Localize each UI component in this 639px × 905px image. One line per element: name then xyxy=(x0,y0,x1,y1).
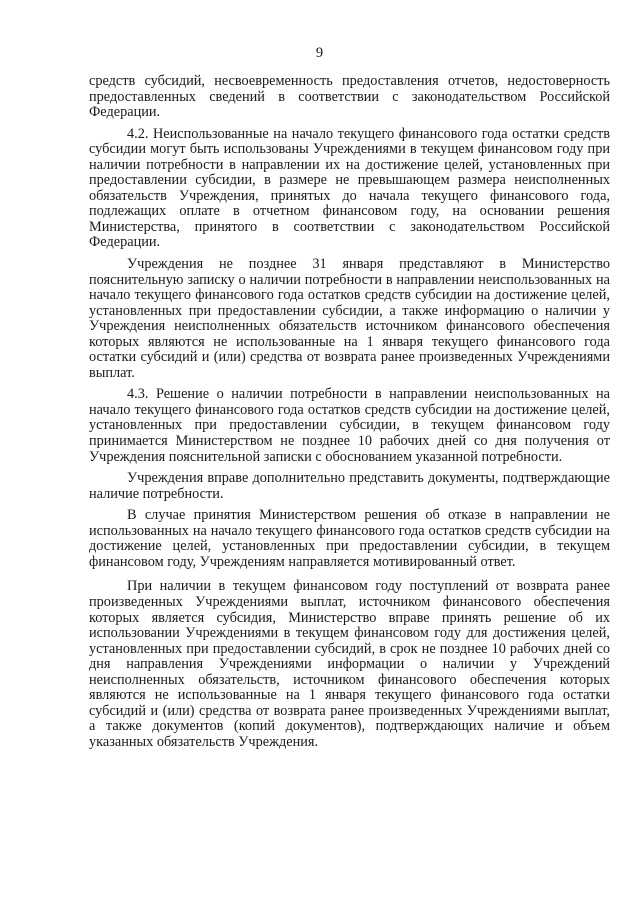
paragraph-refusal: В случае принятия Министерством решения об отказе в направлении не использованных на начало текущего финансового года остатков средств субсидии на достижение целей, установленных при предоставлении субсидии, в текущем финансовом году, Учреждениям направляется мотивированный ответ. xyxy=(89,507,610,570)
paragraph-explanatory-note: Учреждения не позднее 31 января представляют в Министерство пояснительную записку о наличии потребности в направлении неиспользованных на начало текущего финансового года остатков средств субсидии на достижение целей, установленных при предоставлении субсидии, а также информацию о наличии у Учреждения неисполненных обязательств источником финансового обеспечения которых являются не использованные на 1 января текущего финансового года остатки субсидий и (или) средства от возврата ранее произведенных Учреждениями выплат. xyxy=(89,256,610,381)
paragraph-continuation: средств субсидий, несвоевременность предоставления отчетов, недостоверность предоставленных сведений в соответствии с законодательством Российской Федерации. xyxy=(89,73,610,121)
document-body xyxy=(89,74,610,750)
paragraph-4-2: 4.2. Неиспользованные на начало текущего финансового года остатки средств субсидии могут быть использованы Учреждениями в текущем финансовом году при наличии потребности в направлении их на достижение целей, установленных при предоставлении субсидии, в размере не превышающем размера неисполненных обязательств Учреждения, принятых до начала текущего финансового года, подлежащих оплате в отчетном финансовом году, на основании решения Министерства, принятого в соответствии с законодательством Российской Федерации. xyxy=(89,125,610,251)
paragraph-refund-usage: При наличии в текущем финансовом году поступлений от возврата ранее произведенных Учреждениями выплат, источником финансового обеспечения которых является субсидия, Министерство вправе принять решение об их использовании Учреждениями в текущем финансовом году для достижения целей, установленных при предоставлении субсидий, в срок не позднее 10 рабочих дней со дня направления Учреждениями информации о наличии у Учреждений неисполненных обязательств, источником финансового обеспечения которых являются не использованные на 1 января текущего финансового года остатки субсидий и (или) средства от возврата ранее произведенных Учреждениями выплат, а также документов (копий документов), подтверждающих наличие и объем указанных обязательств Учреждения. xyxy=(89,578,610,750)
paragraph-additional-documents: Учреждения вправе дополнительно представить документы, подтверждающие наличие потребности. xyxy=(89,470,610,502)
page-number: 9 xyxy=(315,45,324,61)
paragraph-4-3: 4.3. Решение о наличии потребности в направлении неиспользованных на начало текущего финансового года остатков средств субсидии на достижение целей, установленных при предоставлении субсидии, в текущем финансовом году принимается Министерством не позднее 10 рабочих дней со дня получения от Учреждения пояснительной записки с обоснованием указанной потребности. xyxy=(89,386,610,465)
